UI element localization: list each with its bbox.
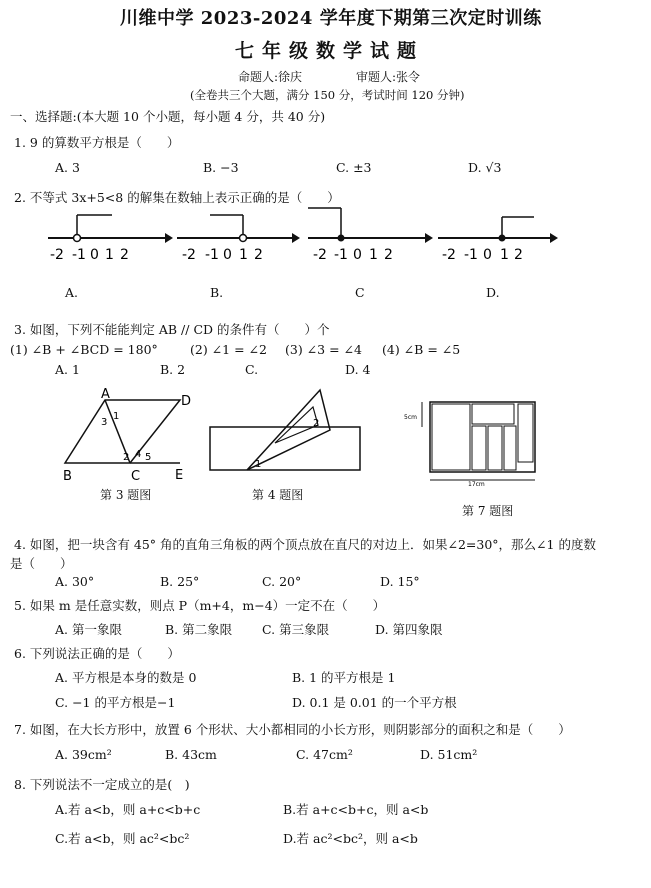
axis-label: -1 [72, 247, 86, 263]
q4-option-b: B. 25° [160, 574, 200, 589]
width-label: 17cm [468, 481, 485, 488]
reviewer-label: 审题人:张令 [356, 70, 421, 84]
q6-option-a: A. 平方根是本身的数是 0 [55, 670, 197, 685]
question-5-stem: 5. 如果 m 是任意实数，则点 P（m+4，m−4）一定不在（ ） [14, 598, 386, 613]
subject-title: 七年级数学试题 [235, 40, 425, 62]
question-4-stem: 4. 如图，把一块含有 45° 角的直角三角板的两个顶点放在直尺的对边上．如果∠2=30°，那么∠1 的度数 [14, 537, 596, 552]
q3-condition-2: (2) ∠1 = ∠2 [190, 342, 267, 357]
axis-label: -2 [50, 247, 64, 263]
figure-7-caption: 第 7 题图 [462, 504, 514, 518]
q2-option-a: A. [65, 285, 79, 300]
q2-option-c: C [355, 285, 365, 300]
q5-option-b: B. 第二象限 [165, 622, 233, 637]
axis-label: 1 [105, 247, 114, 263]
figure-4-caption: 第 4 题图 [252, 488, 304, 502]
axis-label: 2 [514, 247, 523, 263]
q2-option-b: B. [210, 285, 224, 300]
q1-option-b: B. −3 [203, 160, 239, 175]
q3-condition-1: (1) ∠B + ∠BCD = 180° [10, 342, 158, 357]
q6-option-c: C. −1 的平方根是−1 [55, 695, 176, 710]
q3-option-b: B. 2 [160, 362, 186, 377]
q3-option-c: C. [245, 362, 259, 377]
author-label: 命题人:徐庆 [238, 70, 303, 84]
q8-option-c: C.若 a<b，则 ac²<bc² [55, 831, 190, 846]
axis-label: 1 [369, 247, 378, 263]
point-e-label: E [175, 468, 184, 483]
exam-info: (全卷共三个大题，满分 150 分，考试时间 120 分钟) [190, 88, 465, 102]
axis-label: 0 [353, 247, 362, 263]
point-c-label: C [131, 469, 141, 484]
section-heading: 一、选择题:(本大题 10 个小题，每小题 4 分，共 40 分) [10, 109, 326, 124]
figure-4 [205, 385, 370, 485]
question-6-stem: 6. 下列说法正确的是（ ） [14, 646, 180, 661]
point-b-label: B [63, 469, 72, 484]
q7-option-b: B. 43cm [165, 747, 217, 762]
q8-option-b: B.若 a+c<b+c，则 a<b [283, 802, 429, 817]
number-line-a [48, 215, 173, 263]
figure-3-caption: 第 3 题图 [100, 488, 152, 502]
q3-condition-4: (4) ∠B = ∠5 [382, 342, 461, 357]
number-lines-figure [40, 205, 640, 270]
question-2-stem: 2. 不等式 3x+5<8 的解集在数轴上表示正确的是（ ） [14, 190, 340, 205]
question-1-stem: 1. 9 的算数平方根是（ ） [14, 135, 180, 150]
q3-option-d: D. 4 [345, 362, 371, 377]
question-4-stem-cont: 是（ ） [10, 556, 73, 571]
angle-5-label: 5 [145, 452, 152, 463]
angle-1-label: 1 [255, 459, 262, 470]
figure-3 [55, 385, 200, 485]
q7-option-c: C. 47cm² [296, 747, 353, 762]
angle-2-label: 2 [123, 452, 130, 463]
axis-label: 0 [223, 247, 232, 263]
axis-label: 0 [483, 247, 492, 263]
q3-option-a: A. 1 [55, 362, 80, 377]
point-a-label: A [101, 387, 110, 402]
angle-1-label: 1 [113, 411, 120, 422]
number-line-b [177, 215, 300, 263]
axis-label: -1 [205, 247, 219, 263]
axis-label: 2 [384, 247, 393, 263]
axis-label: -1 [334, 247, 348, 263]
q5-option-a: A. 第一象限 [55, 622, 122, 637]
axis-label: 2 [254, 247, 263, 263]
question-7-stem: 7. 如图，在大长方形中，放置 6 个形状、大小都相同的小长方形，则阴影部分的面积之和是（ ） [14, 722, 571, 737]
q8-option-a: A.若 a<b，则 a+c<b+c [55, 802, 201, 817]
q8-option-d: D.若 ac²<bc²，则 a<b [283, 831, 418, 846]
q6-option-d: D. 0.1 是 0.01 的一个平方根 [292, 695, 457, 710]
q4-option-c: C. 20° [262, 574, 302, 589]
number-line-d [438, 217, 558, 263]
question-3-stem: 3. 如图，下列不能能判定 AB // CD 的条件有（ ）个 [14, 322, 330, 337]
axis-label: -2 [313, 247, 327, 263]
figure-7 [400, 392, 550, 492]
q4-option-d: D. 15° [380, 574, 420, 589]
axis-label: 1 [239, 247, 248, 263]
q1-option-c: C. ±3 [336, 160, 372, 175]
q5-option-c: C. 第三象限 [262, 622, 330, 637]
axis-label: -2 [442, 247, 456, 263]
q4-option-a: A. 30° [55, 574, 95, 589]
angle-2-label: 2 [313, 418, 320, 429]
axis-label: 0 [90, 247, 99, 263]
q6-option-b: B. 1 的平方根是 1 [292, 670, 396, 685]
q1-option-a: A. 3 [55, 160, 80, 175]
q1-option-d: D. √3 [468, 160, 502, 175]
q2-option-d: D. [486, 285, 500, 300]
axis-label: 1 [500, 247, 509, 263]
angle-4-label: 4 [135, 449, 142, 460]
question-8-stem: 8. 下列说法不一定成立的是( ) [14, 777, 190, 792]
q7-option-d: D. 51cm² [420, 747, 478, 762]
school-title: 川维中学 2023-2024 学年度下期第三次定时训练 [120, 8, 542, 29]
height-label: 5cm [404, 414, 417, 421]
axis-label: -2 [182, 247, 196, 263]
number-line-c [308, 208, 433, 263]
q5-option-d: D. 第四象限 [375, 622, 443, 637]
point-d-label: D [181, 394, 192, 409]
axis-label: -1 [464, 247, 478, 263]
q3-condition-3: (3) ∠3 = ∠4 [285, 342, 362, 357]
angle-3-label: 3 [101, 417, 108, 428]
q7-option-a: A. 39cm² [55, 747, 112, 762]
axis-label: 2 [120, 247, 129, 263]
